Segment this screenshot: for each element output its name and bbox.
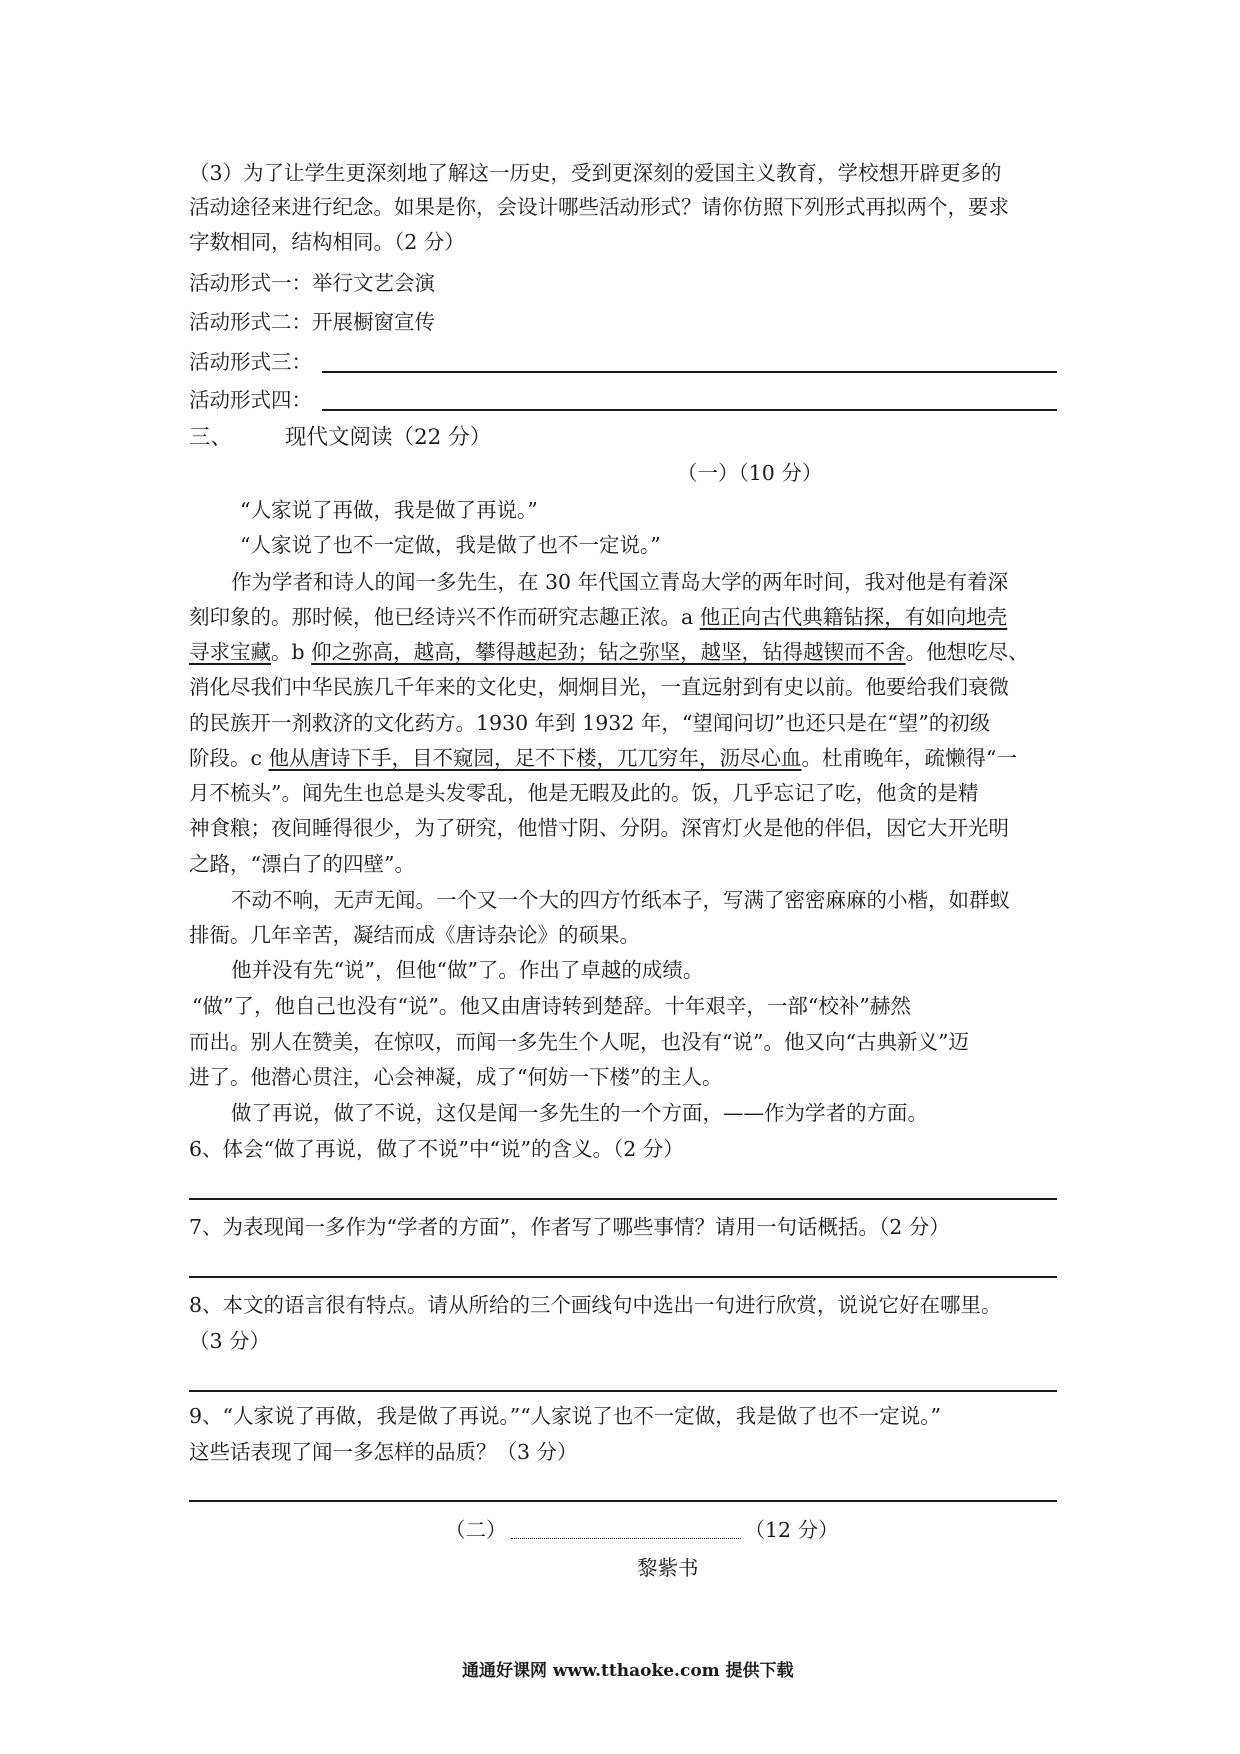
- answer-line-q6[interactable]: [189, 1198, 1057, 1200]
- paragraph-1-line-6: [189, 748, 1017, 769]
- part-2-score: （12 分）: [744, 1518, 839, 1542]
- activity-form-1-label: 活动形式一：: [189, 271, 312, 295]
- paragraph-1-line-3-end: 。他想吃尽、: [905, 640, 1029, 664]
- q3-line-3: 字数相同，结构相同。（2 分）: [189, 230, 465, 254]
- paragraph-1-line-6-end: 。杜甫晚年，疏懒得“一: [801, 746, 1017, 770]
- sentence-b-marker: 。b: [271, 640, 312, 664]
- part-2-author: 黎紫书: [637, 1556, 699, 1580]
- part-2-prefix: （二）: [445, 1518, 507, 1542]
- paragraph-3: 他并没有先“说”，但他“做”了。作出了卓越的成绩。: [231, 958, 704, 982]
- part-2-heading: [445, 1520, 839, 1541]
- answer-line-q8[interactable]: [189, 1390, 1057, 1392]
- question-9-line-2: 这些话表现了闻一多怎样的品质？（3 分）: [189, 1440, 578, 1464]
- paragraph-1-line-2: [189, 607, 1007, 628]
- paragraph-1-line-8: 神食粮；夜间睡得很少，为了研究，他惜寸阴、分阴。深宵灯火是他的伴侣，因它大开光明: [189, 816, 1009, 840]
- q3-line-2: 活动途径来进行纪念。如果是你，会设计哪些活动形式？请你仿照下列形式再拟两个，要求: [189, 195, 1009, 219]
- paragraph-1-line-2-text: 刻印象的。那时候，他已经诗兴不作而研究志趣正浓。a: [189, 605, 700, 629]
- activity-form-2-label: 活动形式二：: [189, 310, 312, 334]
- question-8-line-2: （3 分）: [189, 1329, 271, 1353]
- answer-line-q9[interactable]: [189, 1500, 1057, 1502]
- answer-line-form-4[interactable]: [322, 409, 1057, 411]
- paragraph-2-line-1: 不动不响，无声无闻。一个又一个大的四方竹纸本子，写满了密密麻麻的小楷，如群蚁: [231, 888, 1010, 912]
- activity-form-1-value: 举行文艺会演: [312, 271, 435, 295]
- answer-line-q7[interactable]: [189, 1276, 1057, 1278]
- underlined-sentence-b: 仰之弥高，越高，攀得越起劲；钻之弥坚，越坚，钻得越锲而不舍: [311, 640, 906, 664]
- paragraph-1-line-3: [189, 642, 1029, 663]
- paragraph-4-line-1: “做”了，他自己也没有“说”。他又由唐诗转到楚辞。十年艰辛，一部“校补”赫然: [192, 994, 911, 1018]
- paragraph-5: 做了再说，做了不说，这仅是闻一多先生的一个方面，——作为学者的方面。: [231, 1101, 928, 1125]
- paragraph-4-line-2: 而出。别人在赞美，在惊叹，而闻一多先生个人呢，也没有“说”。他又向“古典新义”迈: [189, 1030, 969, 1054]
- underlined-sentence-a: 他正向古代典籍钻探，有如向地壳: [699, 605, 1008, 629]
- paragraph-1-line-7: 月不梳头”。闻先生也总是头发零乱，他是无暇及此的。饭，几乎忘记了吃，他贪的是精: [189, 781, 979, 805]
- underlined-sentence-a-end: 寻求宝藏: [189, 640, 271, 664]
- section-title: 现代文阅读（22 分）: [285, 425, 492, 450]
- part-1-heading: （一）（10 分）: [677, 461, 823, 485]
- paragraph-2-line-2: 排衙。几年辛苦，凝结而成《唐诗杂论》的硕果。: [189, 923, 640, 947]
- paragraph-1-line-1: 作为学者和诗人的闻一多先生，在 30 年代国立青岛大学的两年时间，我对他是有着深: [231, 570, 1009, 594]
- page-footer: 通通好课网 www.tthaoke.com 提供下载: [462, 1661, 794, 1681]
- paragraph-1-line-5: 的民族开一剂救济的文化药方。1930 年到 1932 年，“望闻问切”也还只是在“望”的初级: [189, 711, 991, 735]
- activity-form-3-label: 活动形式三：: [189, 350, 312, 374]
- question-9-line-1: 9、“人家说了再做，我是做了再说。”“人家说了也不一定做，我是做了也不一定说。”: [189, 1404, 941, 1428]
- q3-line-1: （3）为了让学生更深刻地了解这一历史，受到更深刻的爱国主义教育，学校想开辟更多的: [189, 161, 1002, 185]
- underlined-sentence-c: 他从唐诗下手，目不窥园，足不下楼，兀兀穷年，沥尽心血: [268, 746, 802, 770]
- activity-form-4-label: 活动形式四：: [189, 388, 312, 412]
- question-8-line-1: 8、本文的语言很有特点。请从所给的三个画线句中选出一句进行欣赏，说说它好在哪里。: [189, 1293, 1002, 1317]
- paragraph-1-line-9: 之路，“漂白了的四壁”。: [189, 852, 415, 876]
- paragraph-1-line-4: 消化尽我们中华民族几千年来的文化史，炯炯目光，一直远射到有史以前。他要给我们衰微: [189, 675, 1009, 699]
- answer-line-form-3[interactable]: [322, 371, 1057, 373]
- paragraph-4-line-3: 进了。他潜心贯注，心会神凝，成了“何妨一下楼”的主人。: [189, 1065, 723, 1089]
- section-number: 三、: [189, 425, 233, 450]
- sentence-c-marker: 阶段。c: [189, 746, 269, 770]
- activity-form-1: [189, 273, 435, 294]
- activity-form-2-value: 开展橱窗宣传: [312, 310, 435, 334]
- passage-quote-1: “人家说了再做，我是做了再说。”: [240, 498, 538, 522]
- question-6: 6、体会“做了再说，做了不说”中“说”的含义。（2 分）: [189, 1137, 684, 1161]
- question-7: 7、为表现闻一多作为“学者的方面”，作者写了哪些事情？请用一句话概括。（2 分）: [189, 1215, 950, 1239]
- part-2-title-blank[interactable]: [511, 1520, 741, 1539]
- passage-quote-2: “人家说了也不一定做，我是做了也不一定说。”: [240, 533, 661, 557]
- activity-form-2: [189, 312, 435, 333]
